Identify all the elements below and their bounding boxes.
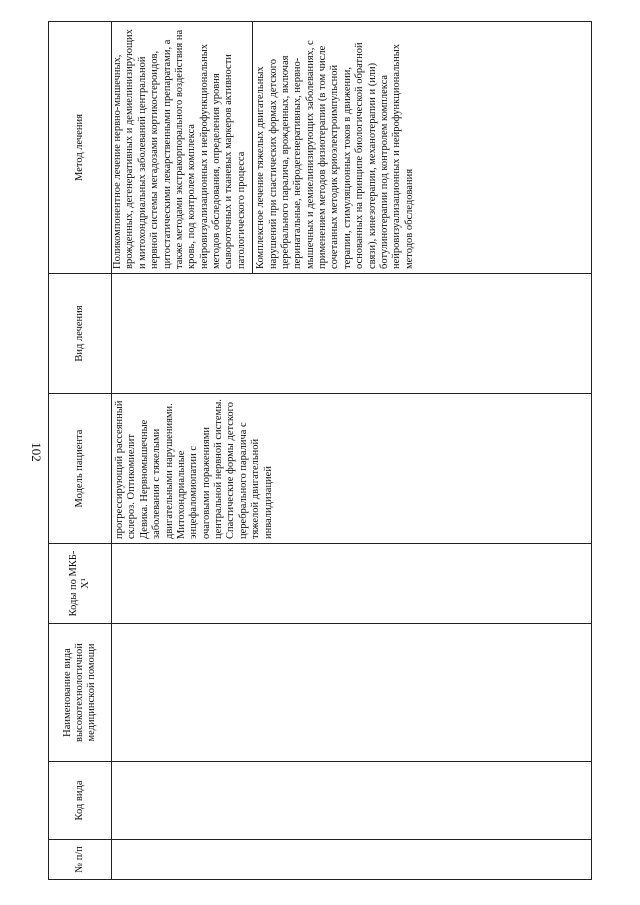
model-text: прогрессирующий рассеянный склероз. Оптикомиелит Девика. Нервномышечные заболевания с тяжелыми двигательными нарушениями. Митохондриальные энцефаломиопатии с очаговыми поражениями центральной нервной системы. Спастические формы детского церебрального паралича с тяжелой двигательной инвалидизацией [114, 399, 274, 539]
rotated-table-wrapper [48, 22, 592, 880]
table-row [112, 22, 592, 880]
cell-model [112, 394, 592, 544]
header-num: № п/п [49, 840, 112, 880]
cell-method [112, 22, 592, 274]
cell-treatment [112, 274, 592, 394]
header-treatment: Вид лечения [49, 274, 112, 394]
header-icd: Коды по МКБ-X¹ [49, 544, 112, 624]
header-code: Код вида [49, 762, 112, 840]
method-text-1: Поликомпонентное лечение нервно-мышечных, врожденных, дегенеративных и демиелинизирующих и митохондриальных заболеваний центральной нервной системы мегадозами кортикостероидов, цитостатическими лекарственными препаратами, а также методами экстракорпорального воздействия на кровь, под контролем комплекса нейровизуализационных и нейрофункциональных методов обследования, определения уровня сывороточных и тканевых маркеров активности патологического процесса [112, 29, 247, 269]
cell-num [112, 840, 592, 880]
method-block-2 [252, 22, 420, 273]
header-method: Метод лечения [49, 22, 112, 274]
cell-icd [112, 544, 592, 624]
table-header-row [49, 22, 112, 880]
header-name: Наименование вида высокотехнологичной медицинской помощи [49, 624, 112, 762]
cell-code [112, 762, 592, 840]
page-number: 102 [29, 442, 44, 462]
method-text-2: Комплексное лечение тяжелых двигательных нарушений при спастических формах детского церебрального паралича, врожденных, включая перинатальные, нейродегенеративных, нервно-мышечных и демиелинизирующих заболеваниях, с применением методов физиотерапии (в том числе сочетанных методик криоэлектроимпульсной терапии, стимуляционных токов в движении, основанных на принципе биологической обратной связи), кинезотерапии, механотерапии и (или) ботулинотерапии под контролем комплекса нейровизуализационных и нейрофункциональных методов обследования [255, 40, 415, 269]
treatment-table [48, 21, 592, 880]
header-model: Модель пациента [49, 394, 112, 544]
method-block-1 [112, 22, 252, 273]
cell-name [112, 624, 592, 762]
